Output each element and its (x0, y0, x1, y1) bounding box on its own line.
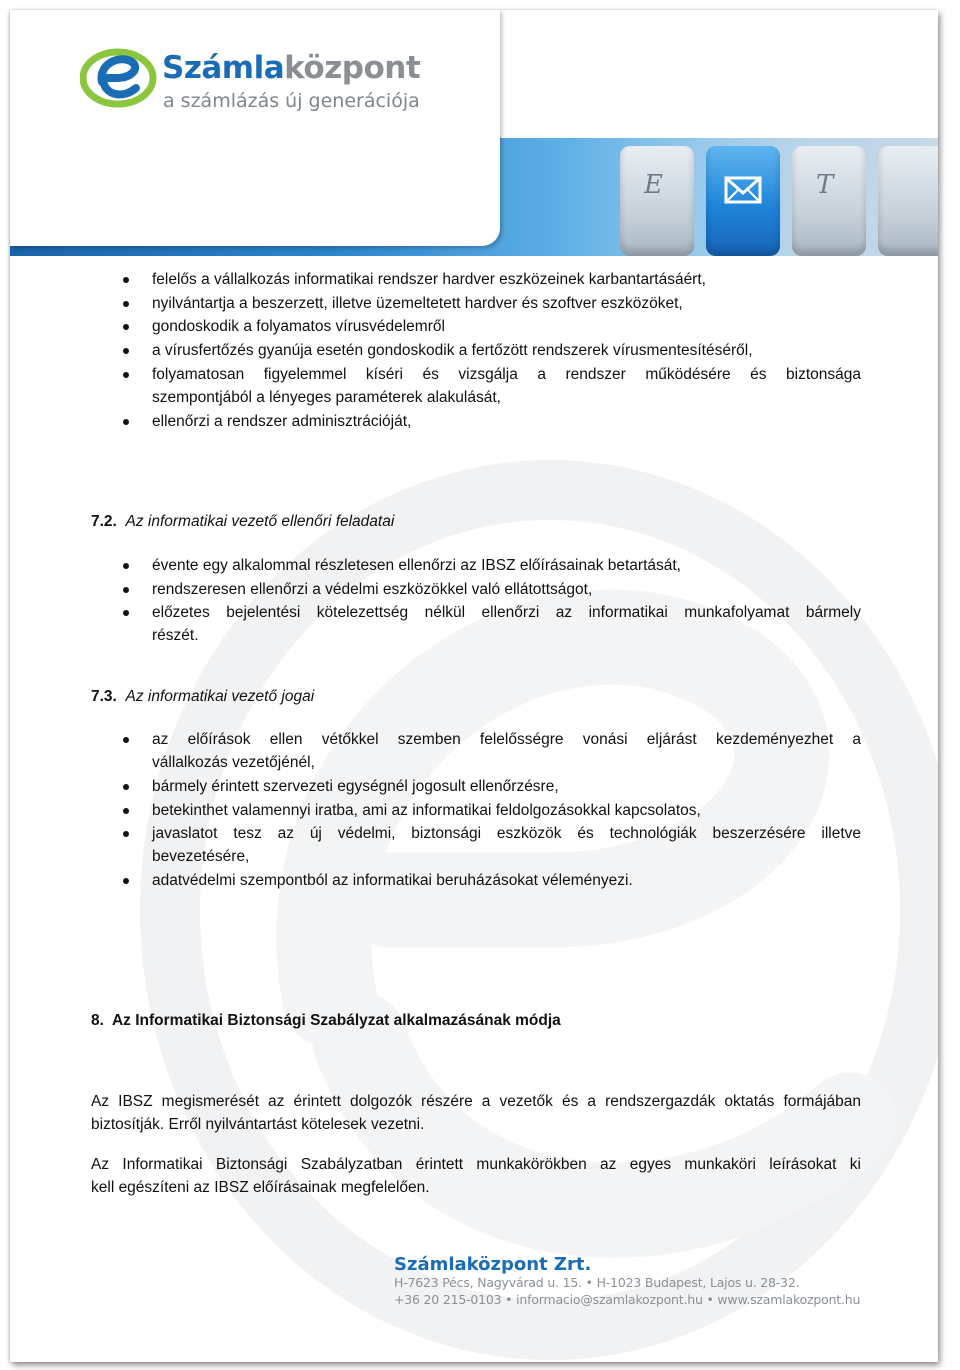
bullet (123, 878, 129, 884)
key-e: E (620, 146, 694, 256)
list-item: nyilvántartja a beszerzett, illetve üzemeltetett hardver és szoftver eszközöket, (152, 295, 683, 312)
list-item: betekinthet valamennyi iratba, ami az informatikai feldolgozásokkal kapcsolatos, (152, 802, 701, 819)
section-heading-7-3: 7.3. Az informatikai vezető jogai (91, 688, 315, 705)
document-page (10, 10, 938, 1362)
list-item: folyamatosan figyelemmel kíséri és vizsgálja a rendszer működésére és biztonsága (152, 366, 861, 383)
email-key-icon (706, 146, 780, 256)
list-item: évente egy alkalommal részletesen ellenőrzi az IBSZ előírásainak betartását, (152, 557, 681, 574)
list-item-continuation: bevezetésére, (152, 848, 250, 865)
paragraph-line: biztosítják. Erről nyilvántartást kötelesek vezetni. (91, 1116, 425, 1133)
bullet (123, 737, 129, 743)
paragraph-line: Az IBSZ megismerését az érintett dolgozók részére a vezetők és a rendszergazdák oktatás formájában (91, 1093, 861, 1110)
list-item: javaslatot tesz az új védelmi, biztonsági eszközök és technológiák beszerzésére illetve (152, 825, 861, 842)
section-heading-7-2: 7.2. Az informatikai vezető ellenőri feladatai (91, 513, 395, 530)
section-heading-8: 8. Az Informatikai Biztonsági Szabályzat alkalmazásának módja (91, 1012, 561, 1029)
paragraph-line: Az Informatikai Biztonsági Szabályzatban érintett munkakörökben az egyes munkaköri leírásokat ki (91, 1156, 861, 1173)
list-item-continuation: részét. (152, 627, 199, 644)
key-blank (878, 146, 938, 256)
bullet (123, 610, 129, 616)
key-t: T (792, 146, 866, 256)
keyboard-keys-image (610, 138, 938, 256)
bullet (123, 784, 129, 790)
bullet (123, 419, 129, 425)
footer-address: H-7623 Pécs, Nagyvárad u. 15. • H-1023 Budapest, Lajos u. 28-32. (394, 1275, 800, 1290)
bullet (123, 324, 129, 330)
list-item: ellenőrzi a rendszer adminisztrációját, (152, 413, 412, 430)
list-item: a vírusfertőzés gyanúja esetén gondoskodik a fertőzött rendszerek vírusmentesítéséről, (152, 342, 753, 359)
brand-tagline: a számlázás új generációja (163, 90, 420, 112)
bullet (123, 587, 129, 593)
list-item: előzetes bejelentési kötelezettség nélkül ellenőrzi az informatikai munkafolyamat bármely (152, 604, 861, 621)
paragraph-line: kell egészíteni az IBSZ előírásainak megfelelően. (91, 1179, 430, 1196)
logo-e-icon (80, 42, 160, 108)
bullet (123, 808, 129, 814)
list-item: rendszeresen ellenőrzi a védelmi eszközökkel való ellátottságot, (152, 581, 593, 598)
list-item-continuation: szempontjából a lényeges paraméterek alakulását, (152, 389, 501, 406)
bullet (123, 348, 129, 354)
list-item-continuation: vállalkozás vezetőjénél, (152, 754, 315, 771)
footer-company-name: Számlaközpont Zrt. (394, 1254, 592, 1275)
bullet (123, 831, 129, 837)
bullet (123, 372, 129, 378)
list-item: felelős a vállalkozás informatikai rendszer hardver eszközeinek karbantartásáért, (152, 271, 706, 288)
bullet (123, 301, 129, 307)
bullet (123, 563, 129, 569)
logo-panel (10, 10, 500, 246)
list-item: adatvédelmi szempontból az informatikai beruházásokat véleményezi. (152, 872, 633, 889)
list-item: bármely érintett szervezeti egységnél jogosult ellenőrzésre, (152, 778, 559, 795)
bullet (123, 277, 129, 283)
list-item: gondoskodik a folyamatos vírusvédelemről (152, 318, 445, 335)
list-item: az előírások ellen vétőkkel szemben felelősségre vonási eljárást kezdeményezhet a (152, 731, 861, 748)
footer-contact: +36 20 215-0103 • informacio@szamlakozpont.hu • www.szamlakozpont.hu (394, 1292, 861, 1307)
brand-name: Számlaközpont (162, 50, 421, 86)
